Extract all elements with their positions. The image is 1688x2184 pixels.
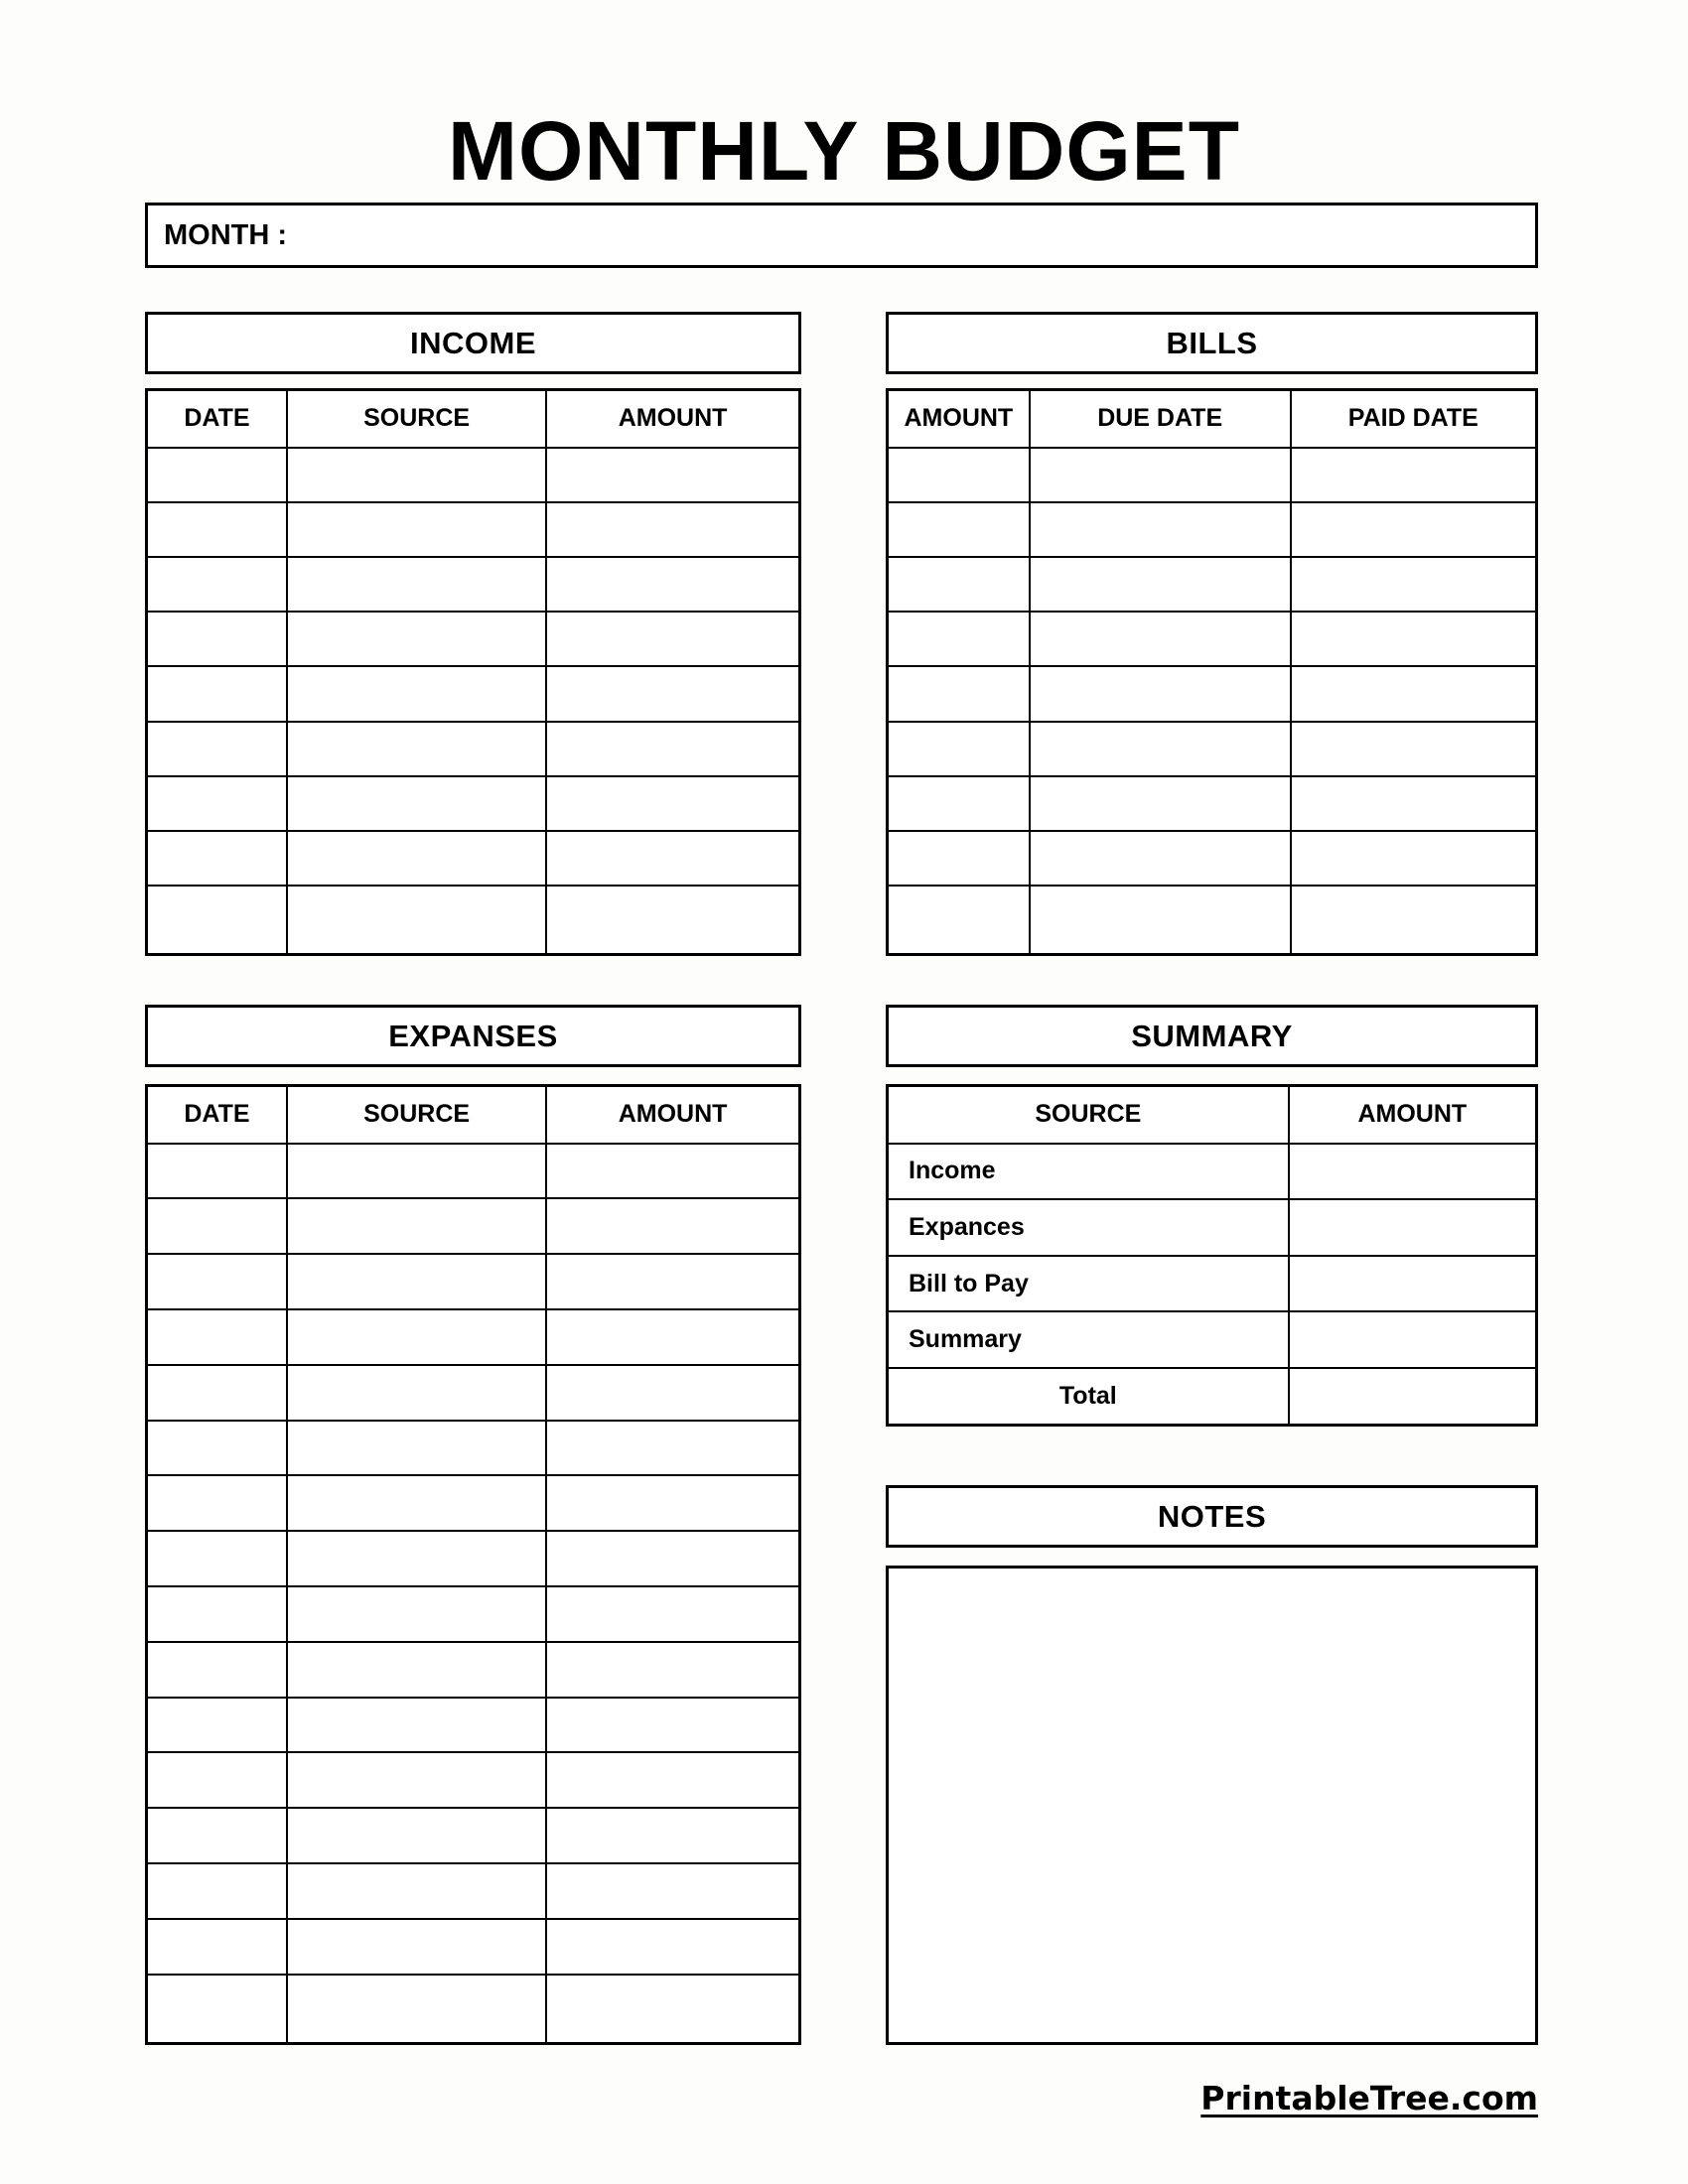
empty-cell <box>147 1144 287 1199</box>
empty-cell <box>147 1531 287 1586</box>
empty-row <box>888 831 1537 886</box>
empty-cell <box>546 557 799 612</box>
empty-cell <box>147 1198 287 1254</box>
footer-link[interactable]: PrintableTree.com <box>1200 2079 1538 2117</box>
empty-cell <box>546 831 799 886</box>
empty-cell <box>888 612 1030 666</box>
bills-section-title: BILLS <box>1166 325 1258 360</box>
empty-row <box>147 1475 800 1531</box>
empty-cell <box>287 776 546 831</box>
summary-row-bill-to-pay <box>888 1256 1537 1312</box>
empty-cell <box>888 448 1030 502</box>
empty-cell <box>287 1698 546 1753</box>
empty-cell <box>546 1421 799 1476</box>
empty-cell <box>546 722 799 776</box>
summary-row-income <box>888 1144 1537 1200</box>
empty-cell <box>147 1586 287 1642</box>
empty-cell <box>147 1863 287 1919</box>
income-col-source: SOURCE <box>287 390 546 448</box>
empty-cell <box>1291 502 1537 557</box>
empty-cell <box>888 776 1030 831</box>
summary-table <box>886 1084 1538 1427</box>
bills-table <box>886 388 1538 956</box>
empty-cell <box>1291 612 1537 666</box>
empty-cell <box>546 1863 799 1919</box>
empty-cell <box>1030 612 1291 666</box>
empty-cell <box>147 1254 287 1309</box>
empty-cell <box>888 722 1030 776</box>
empty-row <box>147 722 800 776</box>
empty-cell <box>1291 448 1537 502</box>
empty-row <box>888 666 1537 721</box>
notes-box <box>886 1566 1538 2045</box>
empty-cell <box>546 1975 799 2044</box>
empty-cell <box>287 1254 546 1309</box>
summary-amount-bill-to-pay <box>1289 1256 1537 1312</box>
empty-cell <box>546 1198 799 1254</box>
empty-cell <box>1291 776 1537 831</box>
month-box <box>145 203 1538 268</box>
empty-cell <box>1030 722 1291 776</box>
empty-cell <box>1030 448 1291 502</box>
empty-cell <box>546 502 799 557</box>
empty-cell <box>1030 557 1291 612</box>
empty-cell <box>147 831 287 886</box>
empty-cell <box>1291 831 1537 886</box>
empty-cell <box>287 831 546 886</box>
empty-cell <box>546 776 799 831</box>
empty-cell <box>888 557 1030 612</box>
empty-row <box>147 1642 800 1698</box>
expanses-col-date: DATE <box>147 1086 287 1144</box>
empty-cell <box>147 612 287 666</box>
empty-row <box>147 1586 800 1642</box>
empty-cell <box>1030 502 1291 557</box>
empty-cell <box>546 666 799 721</box>
empty-cell <box>147 502 287 557</box>
empty-cell <box>546 1919 799 1975</box>
empty-row <box>147 448 800 502</box>
empty-cell <box>287 1365 546 1421</box>
empty-cell <box>546 1531 799 1586</box>
expanses-table-body <box>147 1144 800 2044</box>
empty-row <box>888 557 1537 612</box>
empty-cell <box>287 612 546 666</box>
summary-amount-income <box>1289 1144 1537 1200</box>
empty-cell <box>287 502 546 557</box>
empty-cell <box>147 1919 287 1975</box>
empty-cell <box>546 1698 799 1753</box>
empty-cell <box>1030 886 1291 954</box>
empty-row <box>147 1863 800 1919</box>
empty-cell <box>1030 831 1291 886</box>
empty-cell <box>147 448 287 502</box>
empty-cell <box>287 1919 546 1975</box>
summary-amount-total <box>1289 1368 1537 1426</box>
empty-cell <box>1291 557 1537 612</box>
empty-cell <box>546 1752 799 1808</box>
empty-row <box>888 886 1537 954</box>
empty-cell <box>147 776 287 831</box>
summary-col-amount: AMOUNT <box>1289 1086 1537 1144</box>
empty-cell <box>147 1365 287 1421</box>
bills-col-due-date: DUE DATE <box>1030 390 1291 448</box>
empty-cell <box>287 1642 546 1698</box>
empty-row <box>147 1808 800 1863</box>
empty-cell <box>546 1309 799 1365</box>
empty-row <box>147 1975 800 2044</box>
empty-cell <box>1030 666 1291 721</box>
expanses-table <box>145 1084 801 2045</box>
expanses-section-header <box>145 1005 801 1067</box>
empty-cell <box>888 831 1030 886</box>
empty-cell <box>147 1421 287 1476</box>
empty-row <box>888 502 1537 557</box>
empty-row <box>147 557 800 612</box>
income-col-amount: AMOUNT <box>546 390 799 448</box>
notes-section-title: NOTES <box>1157 1498 1267 1534</box>
empty-row <box>147 1254 800 1309</box>
empty-cell <box>287 1421 546 1476</box>
empty-row <box>147 612 800 666</box>
empty-cell <box>147 1975 287 2044</box>
summary-row-total <box>888 1368 1537 1426</box>
empty-row <box>147 1144 800 1199</box>
empty-row <box>147 1919 800 1975</box>
empty-cell <box>287 1752 546 1808</box>
income-section-header <box>145 312 801 374</box>
expanses-header-row <box>147 1086 800 1144</box>
summary-label-income: Income <box>888 1144 1289 1200</box>
empty-cell <box>287 666 546 721</box>
empty-cell <box>147 557 287 612</box>
summary-amount-expances <box>1289 1199 1537 1256</box>
empty-cell <box>888 502 1030 557</box>
summary-label-expances: Expances <box>888 1199 1289 1256</box>
summary-col-source: SOURCE <box>888 1086 1289 1144</box>
empty-cell <box>147 1475 287 1531</box>
empty-row <box>147 1198 800 1254</box>
income-col-date: DATE <box>147 390 287 448</box>
empty-row <box>147 1698 800 1753</box>
empty-cell <box>287 1144 546 1199</box>
empty-row <box>147 1309 800 1365</box>
empty-cell <box>287 1309 546 1365</box>
empty-row <box>147 1531 800 1586</box>
empty-row <box>147 1421 800 1476</box>
empty-cell <box>546 1144 799 1199</box>
empty-row <box>147 886 800 954</box>
income-table <box>145 388 801 956</box>
month-value-area <box>287 205 1535 265</box>
empty-cell <box>546 1254 799 1309</box>
empty-cell <box>1291 666 1537 721</box>
expanses-col-amount: AMOUNT <box>546 1086 799 1144</box>
month-label: MONTH : <box>164 218 288 251</box>
bills-col-amount: AMOUNT <box>888 390 1030 448</box>
empty-row <box>147 502 800 557</box>
empty-cell <box>287 448 546 502</box>
summary-header-row <box>888 1086 1537 1144</box>
page-title: MONTHLY BUDGET <box>447 104 1241 198</box>
summary-label-summary: Summary <box>888 1311 1289 1368</box>
summary-amount-summary <box>1289 1311 1537 1368</box>
empty-cell <box>546 1808 799 1863</box>
empty-cell <box>287 886 546 954</box>
empty-cell <box>287 1475 546 1531</box>
empty-cell <box>287 1975 546 2044</box>
empty-cell <box>147 1752 287 1808</box>
empty-cell <box>287 722 546 776</box>
empty-cell <box>1291 722 1537 776</box>
summary-row-expances <box>888 1199 1537 1256</box>
empty-row <box>147 1752 800 1808</box>
empty-cell <box>546 1642 799 1698</box>
empty-cell <box>546 612 799 666</box>
empty-row <box>147 776 800 831</box>
income-header-row <box>147 390 800 448</box>
empty-cell <box>546 448 799 502</box>
empty-cell <box>546 1365 799 1421</box>
empty-cell <box>287 1863 546 1919</box>
empty-row <box>147 1365 800 1421</box>
summary-label-bill-to-pay: Bill to Pay <box>888 1256 1289 1312</box>
summary-section-title: SUMMARY <box>1131 1018 1293 1053</box>
empty-cell <box>546 1475 799 1531</box>
notes-section-header <box>886 1485 1538 1548</box>
empty-cell <box>147 1309 287 1365</box>
empty-row <box>888 448 1537 502</box>
empty-cell <box>287 557 546 612</box>
empty-cell <box>147 666 287 721</box>
empty-cell <box>147 1642 287 1698</box>
bills-col-paid-date: PAID DATE <box>1291 390 1537 448</box>
empty-cell <box>147 1808 287 1863</box>
empty-cell <box>888 666 1030 721</box>
expanses-section-title: EXPANSES <box>388 1018 558 1053</box>
empty-cell <box>287 1198 546 1254</box>
empty-cell <box>1030 776 1291 831</box>
summary-row-summary <box>888 1311 1537 1368</box>
empty-cell <box>287 1808 546 1863</box>
empty-row <box>147 666 800 721</box>
empty-cell <box>888 886 1030 954</box>
empty-row <box>147 831 800 886</box>
empty-cell <box>147 722 287 776</box>
empty-cell <box>287 1586 546 1642</box>
empty-cell <box>147 886 287 954</box>
empty-cell <box>546 1586 799 1642</box>
bills-section-header <box>886 312 1538 374</box>
empty-cell <box>287 1531 546 1586</box>
empty-cell <box>546 886 799 954</box>
empty-row <box>888 612 1537 666</box>
bills-table-body <box>888 448 1537 955</box>
income-section-title: INCOME <box>410 325 536 360</box>
summary-label-total: Total <box>888 1368 1289 1426</box>
expanses-col-source: SOURCE <box>287 1086 546 1144</box>
empty-row <box>888 722 1537 776</box>
income-table-body <box>147 448 800 955</box>
bills-header-row <box>888 390 1537 448</box>
empty-cell <box>1291 886 1537 954</box>
summary-section-header <box>886 1005 1538 1067</box>
empty-cell <box>147 1698 287 1753</box>
empty-row <box>888 776 1537 831</box>
